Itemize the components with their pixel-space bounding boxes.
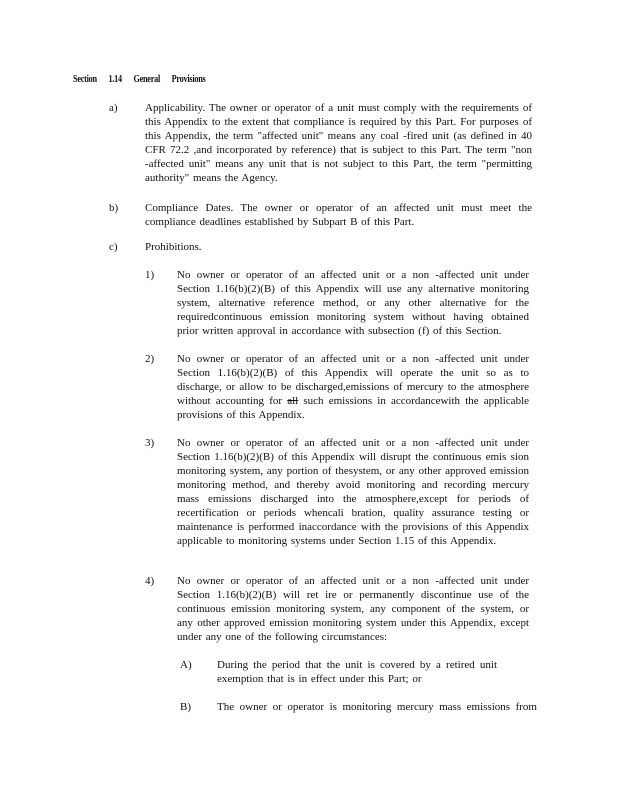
paragraph-c1-text: No owner or operator of an affected unit or a non -affected unit under Section 1.16(b)(2)(B) of this Appendix will use any alternative monitoring system, alternative reference method, or any other alternative for the requiredcontinuous emission monitoring system without having obtained prior written approval in accordance with subsection (f) of this Section. <box>177 269 529 337</box>
heading-section-word: Section <box>73 74 97 85</box>
paragraph-c4-a-label: A) <box>180 659 192 671</box>
paragraph-c2-text-pre: No owner or operator of an affected unit or a non -affected unit under Section 1.16(b)(2)(B) of this Appendix will operate the unit so as to discharge, or allow to be discharged,emissions of mercury to the atmosphere without accounting for <box>177 353 529 407</box>
subsection-b-label: b) <box>109 202 119 214</box>
paragraph-c1-label: 1) <box>145 269 155 281</box>
heading-provisions-word: Provisions <box>171 74 206 85</box>
paragraph-c2-label: 2) <box>145 353 155 365</box>
paragraph-c2-text <box>177 352 529 422</box>
paragraph-c4-label: 4) <box>145 575 155 587</box>
heading-section-number: 1.14 <box>108 74 122 85</box>
subsection-c-text: Prohibitions. <box>145 241 202 253</box>
paragraph-c3-label: 3) <box>145 437 155 449</box>
subsection-c-label: c) <box>109 241 118 253</box>
subsection-a-text: Applicability. The owner or operator of a unit must comply with the requirements of this Appendix to the extent that compliance is required by this Part. For purposes of this Appendix, the term "affected unit" means any coal -fired unit (as defined in 40 CFR 72.2 ,and incorporated by reference) that is subject to this Part. The term "non -affected unit" means any unit that is not subject to this Part, the term "permitting authority" means the Agency. <box>145 102 532 184</box>
section-heading <box>73 74 215 85</box>
paragraph-c4-b-label: B) <box>180 701 191 713</box>
paragraph-c4-b-text: The owner or operator is monitoring mercury mass emissions from <box>217 701 537 713</box>
paragraph-c2-struck-word: all <box>287 395 299 407</box>
subsection-a-label: a) <box>109 102 118 114</box>
paragraph-c4-a-text: During the period that the unit is covered by a retired unit exemption that is in effect under this Part; or <box>217 659 497 685</box>
paragraph-c3-text: No owner or operator of an affected unit or a non -affected unit under Section 1.16(b)(2)(B) of this Appendix will disrupt the continuous emis sion monitoring system, any portion of thesystem, or any other approved emission monitoring method, and thereby avoid monitoring and recording mercury mass emissions discharged into the atmosphere,except for periods of recertification or periods whencali bration, quality assurance testing or maintenance is performed inaccordance with the provisions of this Appendix applicable to monitoring systems under Section 1.15 of this Appendix. <box>177 437 529 547</box>
heading-general-word: General <box>133 74 160 85</box>
subsection-b-text: Compliance Dates. The owner or operator of an affected unit must meet the compliance deadlines established by Subpart B of this Part. <box>145 202 532 228</box>
paragraph-c4-text: No owner or operator of an affected unit or a non -affected unit under Section 1.16(b)(2)(B) will ret ire or permanently discontinue use of the continuous emission monitoring system, any component of the system, or any other approved emission monitoring system under this Appendix, except under any one of the following circumstances: <box>177 575 529 643</box>
paragraph-c2-text-post: such emissions in accordancewith the applicable provisions of this Appendix. <box>177 395 530 421</box>
